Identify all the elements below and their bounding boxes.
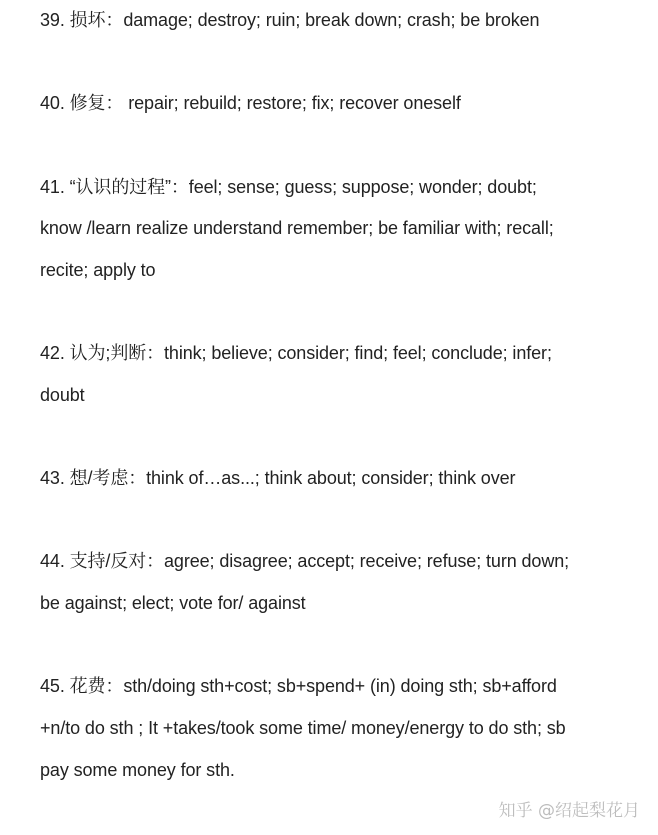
entry-41-line-3: recite; apply to (40, 260, 156, 280)
entry-41-line-2: know /learn realize understand remember; be familiar with; recall; (40, 218, 554, 238)
entry-43-line-1: 43. 想/考虑：think of…as...; think about; consider; think over (40, 468, 516, 488)
zhihu-watermark: 知乎 @绍起梨花月 (498, 801, 640, 821)
entry-40-line-1: 40. 修复： repair; rebuild; restore; fix; recover oneself (40, 93, 461, 113)
entry-42-line-1: 42. 认为;判断：think; believe; consider; find; feel; conclude; infer; (40, 343, 552, 363)
entry-39-line-1: 39. 损坏：damage; destroy; ruin; break down; crash; be broken (40, 10, 540, 30)
entry-44-line-2: be against; elect; vote for/ against (40, 593, 306, 613)
entry-45-line-2: +n/to do sth ; It +takes/took some time/ money/energy to do sth; sb (40, 718, 566, 738)
entry-45-line-1: 45. 花费：sth/doing sth+cost; sb+spend+ (in) doing sth; sb+afford (40, 676, 557, 696)
entry-42-line-2: doubt (40, 385, 85, 405)
entry-45-line-3: pay some money for sth. (40, 760, 235, 780)
entry-41-line-1: 41. “认识的过程”：feel; sense; guess; suppose; wonder; doubt; (40, 177, 537, 197)
entry-44-line-1: 44. 支持/反对：agree; disagree; accept; receive; refuse; turn down; (40, 551, 570, 571)
